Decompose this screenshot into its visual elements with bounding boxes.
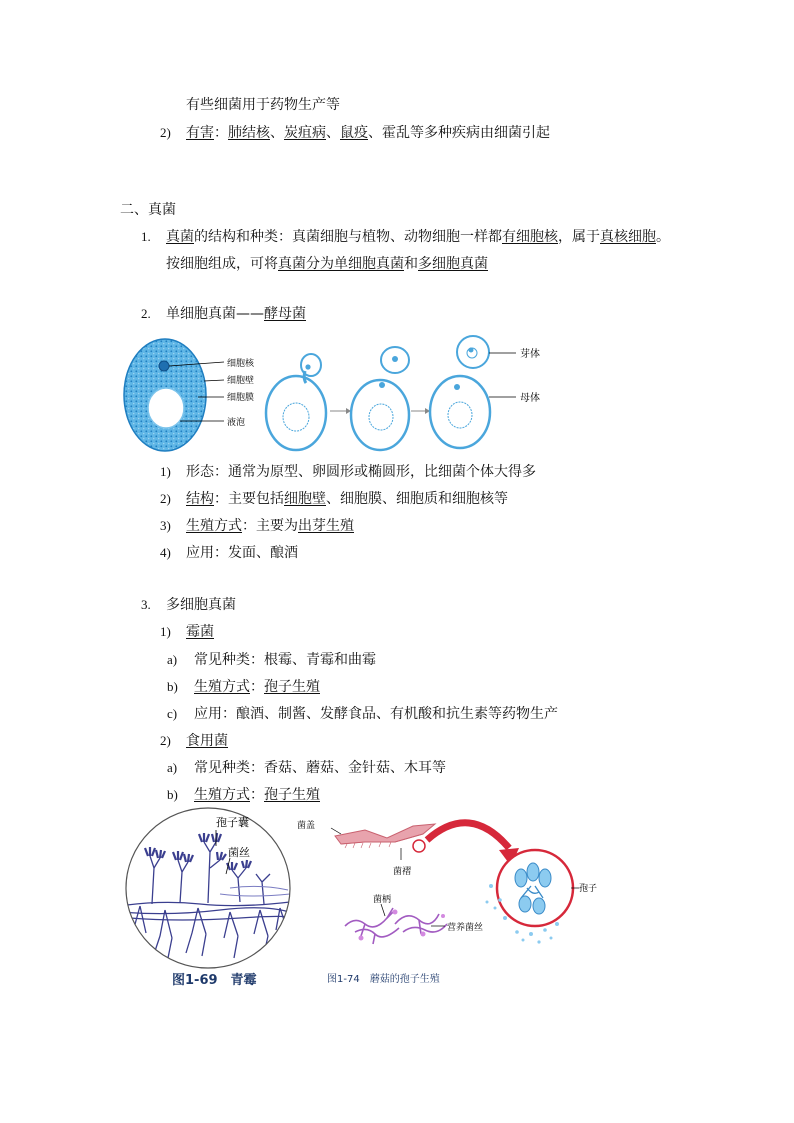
list-number: 1. (141, 229, 151, 244)
label-nucleus: 细胞核 (227, 359, 255, 369)
harmful-line: 有害：肺结核、炭疽病、鼠疫、霍乱等多种疾病由细菌引起 (186, 125, 550, 141)
list-letter: a) (167, 652, 178, 667)
list-number: 1) (160, 624, 171, 639)
yeast-vacuole (148, 388, 184, 428)
harmful-label: 有害 (186, 125, 214, 141)
list-number: 3) (160, 518, 171, 533)
multicellular-heading: 多细胞真菌 (166, 597, 236, 613)
mold-application-line: 应用：酿酒、制酱、发酵食品、有机酸和抗生素等药物生产 (194, 706, 558, 722)
list-number: 2) (160, 491, 171, 506)
list-number: 4) (160, 545, 171, 560)
mushroom-cap (335, 824, 435, 844)
mushroom-reproduction-line: 生殖方式：孢子生殖 (194, 787, 320, 803)
label-hypha: 菌丝 (228, 846, 250, 859)
yeast-stage-1 (266, 376, 326, 450)
list-letter: b) (167, 787, 178, 802)
disease-plague: 鼠疫 (340, 125, 368, 141)
mold-figure-caption: 图1-69 青霉 (172, 973, 257, 988)
mushroom-heading: 食用菌 (186, 733, 228, 749)
list-letter: c) (167, 706, 178, 721)
yeast-figure (120, 335, 560, 460)
mushroom-figure-caption: 图1-74 蘑菇的孢子生殖 (327, 974, 440, 985)
mold-heading: 霉菌 (186, 624, 214, 640)
zoom-circle (497, 850, 573, 926)
list-letter: b) (167, 679, 178, 694)
yeast-shape-line: 形态：通常为原型、卵圆形或椭圆形，比细菌个体大得多 (186, 464, 536, 480)
list-letter: a) (167, 760, 178, 775)
list-number: 2. (141, 306, 151, 321)
label-mother: 母体 (520, 393, 540, 404)
mold-reproduction-line: 生殖方式：孢子生殖 (194, 679, 320, 695)
zoom-arrow (427, 823, 509, 848)
label-sporangium: 孢子囊 (216, 816, 249, 829)
yeast-mother-cell (430, 376, 490, 448)
yeast-nucleus (159, 361, 169, 371)
label-cell-membrane: 细胞膜 (227, 393, 255, 403)
disease-anthrax: 炭疽病 (284, 125, 326, 141)
bacteria-use-line: 有些细菌用于药物生产等 (186, 97, 340, 113)
yeast-application-line: 应用：发面、酿酒 (186, 545, 298, 561)
yeast-bud-cell (457, 336, 489, 368)
disease-tb: 肺结核 (228, 125, 270, 141)
label-vacuole: 液泡 (227, 418, 246, 428)
list-number: 1) (160, 464, 171, 479)
label-cap: 菌盖 (297, 821, 316, 831)
label-stalk: 菌柄 (373, 895, 392, 905)
mushroom-types-line: 常见种类：香菇、蘑菇、金针菇、木耳等 (194, 760, 446, 776)
fungi-structure-line: 真菌的结构和种类：真菌细胞与植物、动物细胞一样都有细胞核，属于真核细胞。 (166, 229, 670, 245)
mushroom-spore-figure (295, 808, 598, 993)
list-number: 2) (160, 733, 171, 748)
list-number: 3. (141, 597, 151, 612)
label-cell-wall: 细胞壁 (227, 376, 255, 386)
section-heading: 二、真菌 (120, 202, 176, 218)
label-spore: 孢子 (579, 884, 598, 894)
label-vegetative-hypha: 营养菌丝 (447, 923, 484, 933)
yeast-stage-2 (351, 380, 409, 450)
fungi-classification-line: 按细胞组成，可将真菌分为单细胞真菌和多细胞真菌 (166, 256, 488, 272)
yeast-reproduction-line: 生殖方式：主要为出芽生殖 (186, 518, 354, 534)
label-gill: 菌褶 (393, 867, 412, 877)
yeast-heading: 单细胞真菌——酵母菌 (166, 306, 306, 322)
penicillium-figure (120, 808, 300, 993)
list-number: 2) (160, 125, 171, 140)
label-bud: 芽体 (520, 349, 540, 360)
yeast-structure-line: 结构：主要包括细胞壁、细胞膜、细胞质和细胞核等 (186, 491, 508, 507)
mold-types-line: 常见种类：根霉、青霉和曲霉 (194, 652, 376, 668)
